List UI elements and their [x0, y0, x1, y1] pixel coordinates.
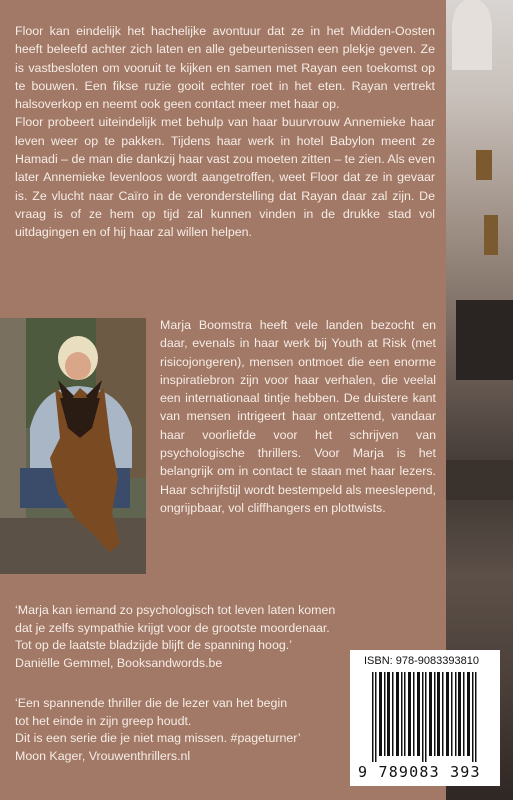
awning: [456, 300, 513, 380]
shop-sign: [484, 215, 498, 255]
quote-line: dat je zelfs sympathie krijgt voor de grootste moordenaar.: [15, 620, 330, 635]
author-photo: [0, 318, 146, 574]
blurb: [15, 22, 435, 242]
quote-line: Tot op de laatste bladzijde blijft de spanning hoog.’: [15, 638, 292, 652]
barcode-digits: 9 789083 393: [358, 763, 481, 781]
awning: [446, 460, 513, 500]
blurb-paragraph: Floor kan eindelijk het hachelijke avontuur dat ze in het Midden-Oosten heeft beleefd achter zich laten en alle gebeurtenissen een plekje geven. Ze is vastbesloten om vooruit te kijken en samen met Rayan een toekomst op te bouwen. Een fikse ruzie gooit echter roet in het eten. Rayan vertrekt halsoverkop en neemt ook geen contact meer met haar op.: [15, 24, 435, 112]
isbn-label: ISBN: 978-9083393810: [364, 655, 479, 667]
author-with-dog-image: [0, 318, 146, 574]
shop-sign: [476, 150, 492, 180]
quote-line: ‘Een spannende thriller die de lezer van het begin: [15, 696, 288, 710]
quote-line: tot het einde in zijn greep houdt.: [15, 713, 192, 728]
isbn-barcode: [350, 650, 500, 786]
barcode-bars: [372, 672, 478, 762]
quote-attribution: Daniëlle Gemmel, Booksandwords.be: [15, 655, 223, 670]
quote-line: ‘Marja kan iemand zo psychologisch tot leven laten komen: [15, 603, 336, 617]
quote-attribution: Moon Kager, Vrouwenthrillers.nl: [15, 748, 191, 763]
quote-line: Dit is een serie die je niet mag missen. #pageturner’: [15, 731, 301, 745]
building-arch: [452, 0, 492, 70]
blurb-paragraph: Floor probeert uiteindelijk met behulp van haar buurvrouw Annemieke haar leven weer op te pakken. Tijdens haar werk in hotel Babylon meent ze Hamadi – de man die dankzij haar vast zou moeten zitten – te zien. Als even later Annemieke levenloos wordt aangetroffen, weet Floor dat ze in gevaar is. Ze vlucht naar Caïro in de veronderstelling dat Rayan daar zal zijn. De vraag is of ze hem op tijd zal kunnen vinden in de drukke stad vol uitdagingen en of hij haar zal willen helpen.: [15, 115, 435, 240]
author-bio: Marja Boomstra heeft vele landen bezocht en daar, evenals in haar werk bij Youth at Risk (met risicojongeren), mensen ontmoet die een enorme inspiratiebron zijn voor haar verhalen, die veelal een internationaal tintje hebben. De duistere kant van mensen intrigeert haar ontzettend, vandaar haar voorliefde voor het schrijven van psychologische thrillers. Voor Marja is het belangrijk om in contact te staan met haar lezers. Haar schrijfstijl wordt bestempeld als meeslepend, ongrijpbaar, vol cliffhangers en plottwists.: [160, 318, 436, 515]
